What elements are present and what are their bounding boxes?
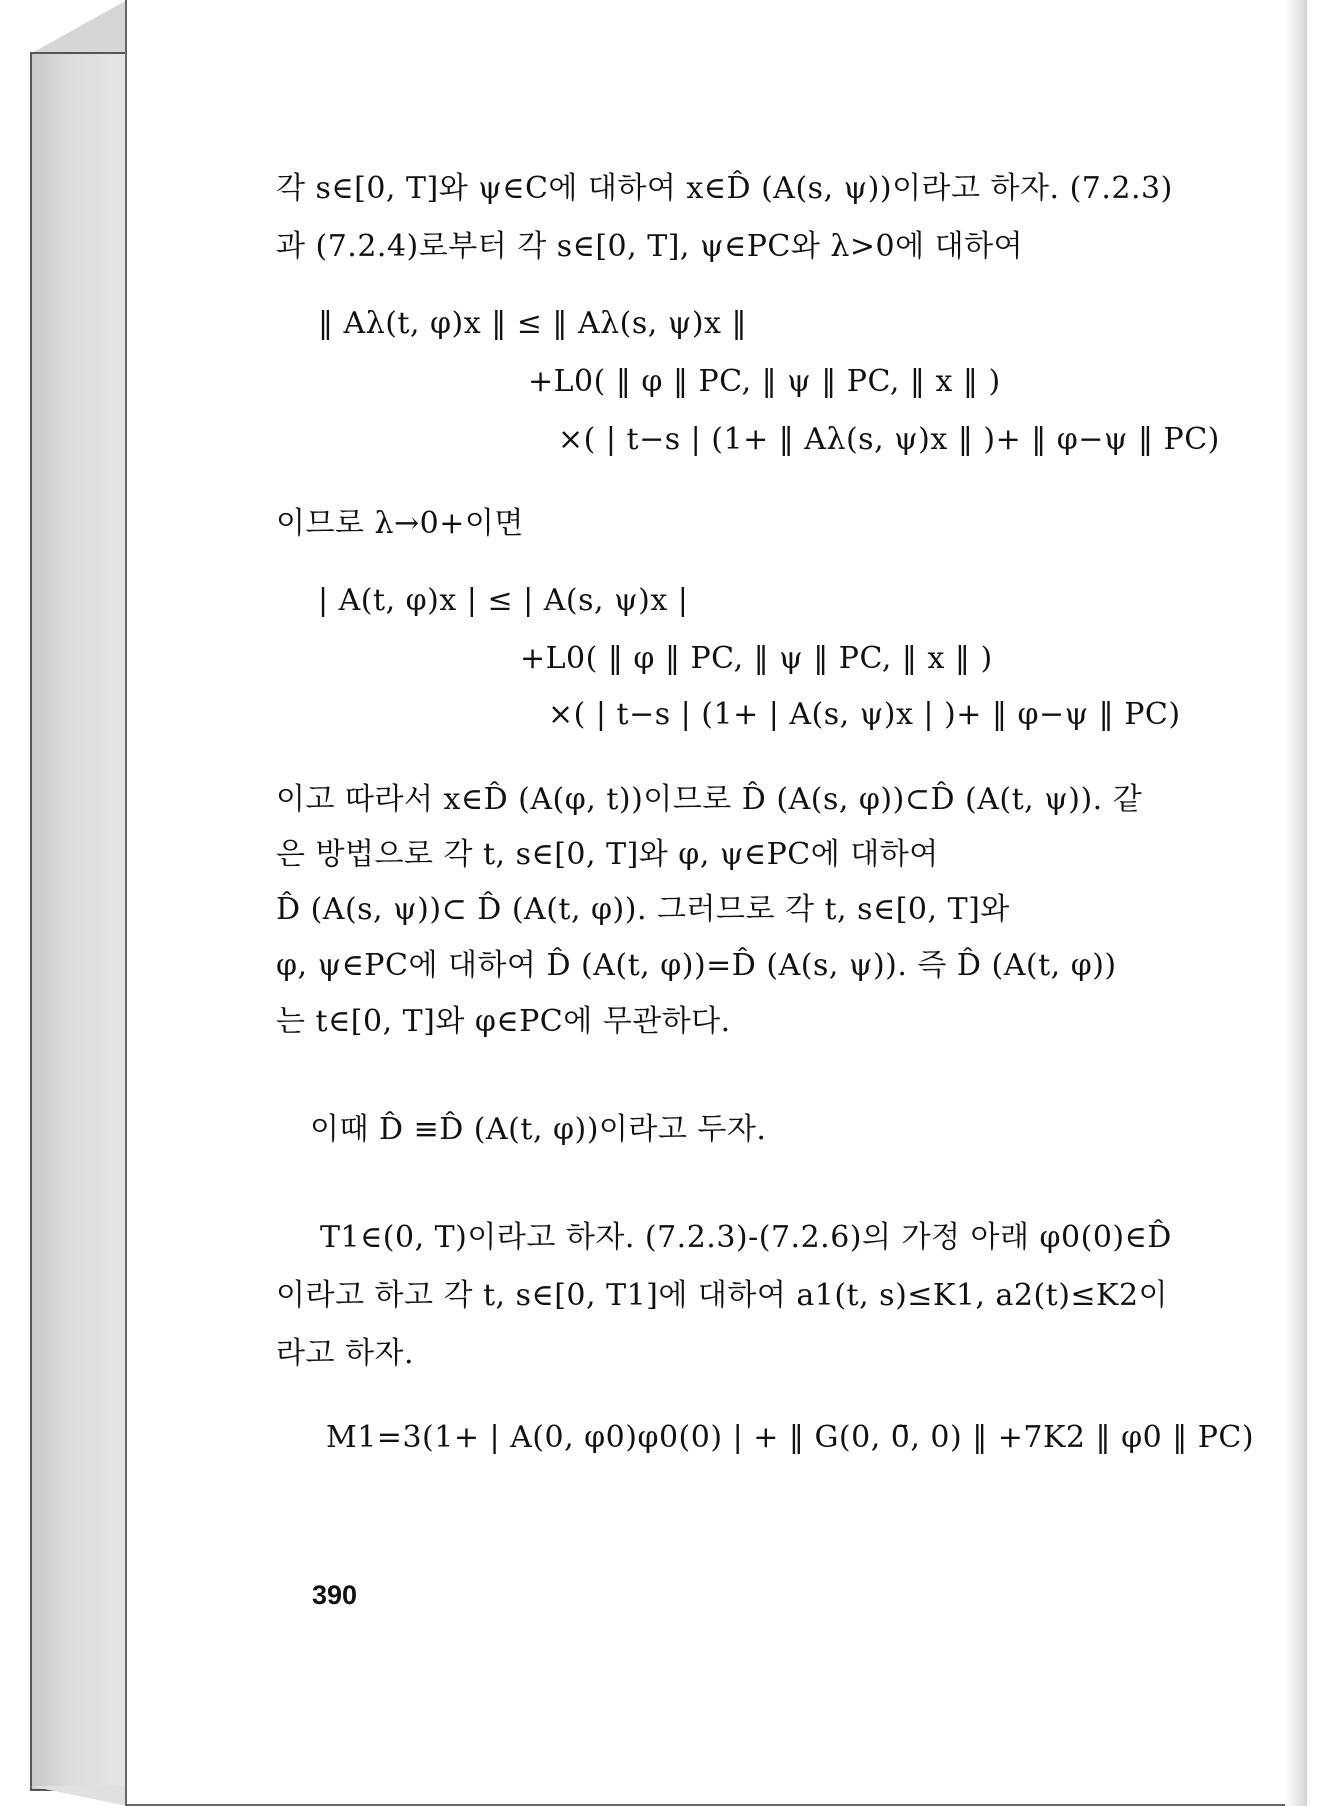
text-line-2: 과 (7.2.4)로부터 각 s∈[0, T], ψ∈PC와 λ>0에 대하여 <box>276 229 1024 264</box>
text-line-1: 각 s∈[0, T]와 ψ∈C에 대하여 x∈D̂ (A(s, ψ))이라고 하자. (7.2.3) <box>276 171 1173 206</box>
book-top-edge <box>30 0 127 54</box>
text-line-7: φ, ψ∈PC에 대하여 D̂ (A(t, φ))=D̂ (A(s, ψ)). 즉 D̂ (A(t, φ)) <box>276 948 1117 983</box>
page-number: 390 <box>312 1580 358 1610</box>
text-line-8: 는 t∈[0, T]와 φ∈PC에 무관하다. <box>276 1004 731 1039</box>
text-line-12: 라고 하자. <box>276 1336 414 1371</box>
text-line-3: 이므로 λ→0+이면 <box>276 506 524 541</box>
book-spine <box>30 52 129 1791</box>
equation-line-3: ×( | t−s | (1+ ‖ Aλ(s, ψ)x ‖ )+ ‖ φ−ψ ‖ PC) <box>558 422 1220 457</box>
equation-line-5: +L0( ‖ φ ‖ PC, ‖ ψ ‖ PC, ‖ x ‖ ) <box>520 641 993 676</box>
text-line-10: T1∈(0, T)이라고 하자. (7.2.3)-(7.2.6)의 가정 아래 φ0(0)∈D̂ <box>320 1220 1172 1255</box>
equation-line-7: M1=3(1+ | A(0, φ0)φ0(0) | + ‖ G(0, 0̄, 0) ‖ +7K2 ‖ φ0 ‖ PC) <box>326 1420 1255 1455</box>
text-line-6: D̂ (A(s, ψ))⊂ D̂ (A(t, φ)). 그러므로 각 t, s∈[0, T]와 <box>276 892 1010 927</box>
text-line-9: 이때 D̂ ≡D̂ (A(t, φ))이라고 두자. <box>310 1112 767 1147</box>
text-line-11: 이라고 하고 각 t, s∈[0, T1]에 대하여 a1(t, s)≤K1, a2(t)≤K2이 <box>276 1278 1169 1313</box>
equation-line-6: ×( | t−s | (1+ | A(s, ψ)x | )+ ‖ φ−ψ ‖ PC) <box>548 697 1181 732</box>
equation-line-4: | A(t, φ)x | ≤ | A(s, ψ)x | <box>318 583 689 618</box>
text-line-5: 은 방법으로 각 t, s∈[0, T]와 φ, ψ∈PC에 대하여 <box>276 837 939 872</box>
equation-line-2: +L0( ‖ φ ‖ PC, ‖ ψ ‖ PC, ‖ x ‖ ) <box>528 364 1001 399</box>
page-edge-shadow <box>1285 0 1307 1806</box>
book-bottom-edge <box>30 1786 127 1806</box>
equation-line-1: ‖ Aλ(t, φ)x ‖ ≤ ‖ Aλ(s, ψ)x ‖ <box>318 306 747 341</box>
text-line-4: 이고 따라서 x∈D̂ (A(φ, t))이므로 D̂ (A(s, φ))⊂D̂ (A(t, ψ)). 같 <box>276 782 1143 817</box>
